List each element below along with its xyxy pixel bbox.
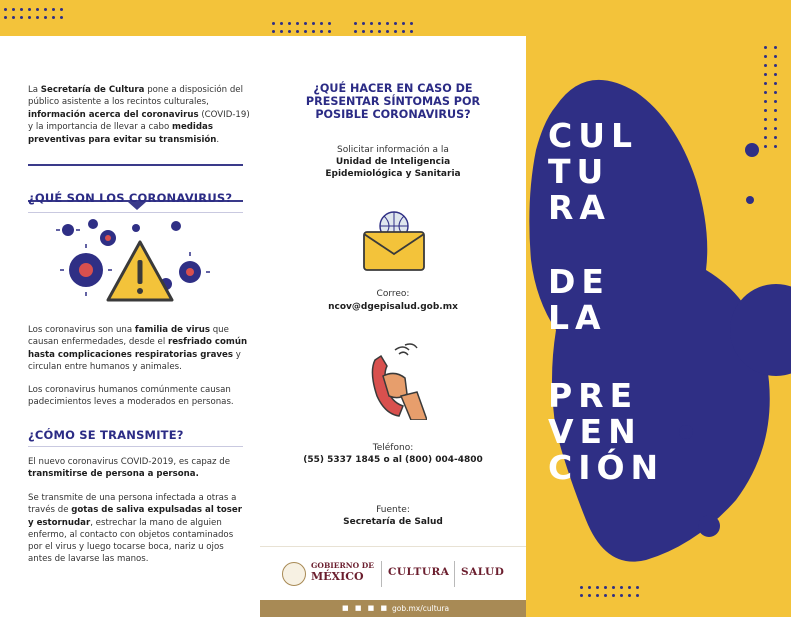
footer-logos xyxy=(260,546,526,600)
warning-triangle-icon xyxy=(108,242,172,300)
dot-pattern-top-mid xyxy=(272,22,331,33)
coronavirus-effects: Los coronavirus humanos comúnmente causan padecimientos leves a moderados en personas. xyxy=(28,385,234,408)
eagle-seal-icon xyxy=(282,562,306,586)
cover-title-line-1: CUL xyxy=(548,116,639,155)
transmission-intro: El nuevo coronavirus COVID-2019, es capaz de transmitirse de persona a persona. xyxy=(28,457,231,480)
email-label: Correo: xyxy=(376,289,410,299)
dot-pattern-cover-bottom xyxy=(580,586,639,597)
middle-panel xyxy=(260,36,526,617)
cover-title-line-6: PRE xyxy=(548,376,639,415)
dot-pattern-top-left xyxy=(4,8,63,19)
salud-logo: SALUD xyxy=(461,566,505,578)
unit-name-line2: Epidemiológica y Sanitaria xyxy=(325,169,461,179)
unit-name-line1: Unidad de Inteligencia xyxy=(335,157,451,167)
phone-numbers[interactable]: (55) 5337 1845 o al (800) 004-4800 xyxy=(303,455,483,465)
section-title-transmission: ¿CÓMO SE TRANSMITE? xyxy=(28,428,184,442)
logo-divider xyxy=(381,561,382,587)
dot-pattern-top-right xyxy=(354,22,413,33)
virus-warning-illustration xyxy=(48,216,218,306)
gobierno-logo: GOBIERNO DE MÉXICO xyxy=(311,561,374,583)
phone-label: Teléfono: xyxy=(372,443,414,453)
symptoms-title: ¿QUÉ HACER EN CASO DE PRESENTAR SÍNTOMAS POR POSIBLE CORONAVIRUS? xyxy=(305,82,481,121)
email-envelope-icon xyxy=(359,206,429,276)
cover-title-line-7: VEN xyxy=(548,412,642,451)
dot-pattern-cover-right xyxy=(764,46,777,148)
gob-url-link[interactable]: gob.mx/cultura xyxy=(392,604,450,613)
cover-title-line-5: LA xyxy=(548,298,607,337)
cover-title-line-2: TU xyxy=(548,152,610,191)
cover-title-line-3: RA xyxy=(548,188,611,227)
request-info-text: Solicitar información a la xyxy=(337,145,449,155)
intro-text: La Secretaría de Cultura pone a disposición del público asistente a los recintos culturales, información acerca del coronavirus (COVID-19) y la importancia de llevar a cabo medidas preventivas para evitar su transmisión. xyxy=(28,85,250,145)
section-title-what-are: ¿QUÉ SON LOS CORONAVIRUS? xyxy=(28,191,233,205)
social-footer-bar xyxy=(260,600,526,617)
source-label: Fuente: xyxy=(376,505,410,515)
phone-handset-icon xyxy=(361,342,427,420)
cover-title-line-8: CIÓN xyxy=(548,448,665,487)
transmission-detail: Se transmite de una persona infectada a otras a través de gotas de saliva expulsadas al toser y estornudar, estrechar la mano de alguien enfermo, al contacto con objetos contaminados por el virus y luego tocarse boca, nariz u ojos antes de lavarse las manos. xyxy=(28,493,242,565)
cover-title-line-4: DE xyxy=(548,262,610,301)
coronavirus-definition: Los coronavirus son una familia de virus que causan enfermedades, desde el resfriado común hasta complicaciones respiratorias graves y circulan entre humanos y animales. xyxy=(28,325,248,372)
left-panel xyxy=(0,36,260,617)
social-icons: ■ ■ ■ ■ xyxy=(342,604,390,612)
logo-divider xyxy=(454,561,455,587)
section2-underline xyxy=(28,446,243,447)
cultura-logo: CULTURA xyxy=(388,566,450,578)
section1-underline xyxy=(28,212,243,213)
intro-divider xyxy=(28,164,243,166)
email-address[interactable]: ncov@dgepisalud.gob.mx xyxy=(328,302,458,312)
source-value: Secretaría de Salud xyxy=(343,517,443,527)
